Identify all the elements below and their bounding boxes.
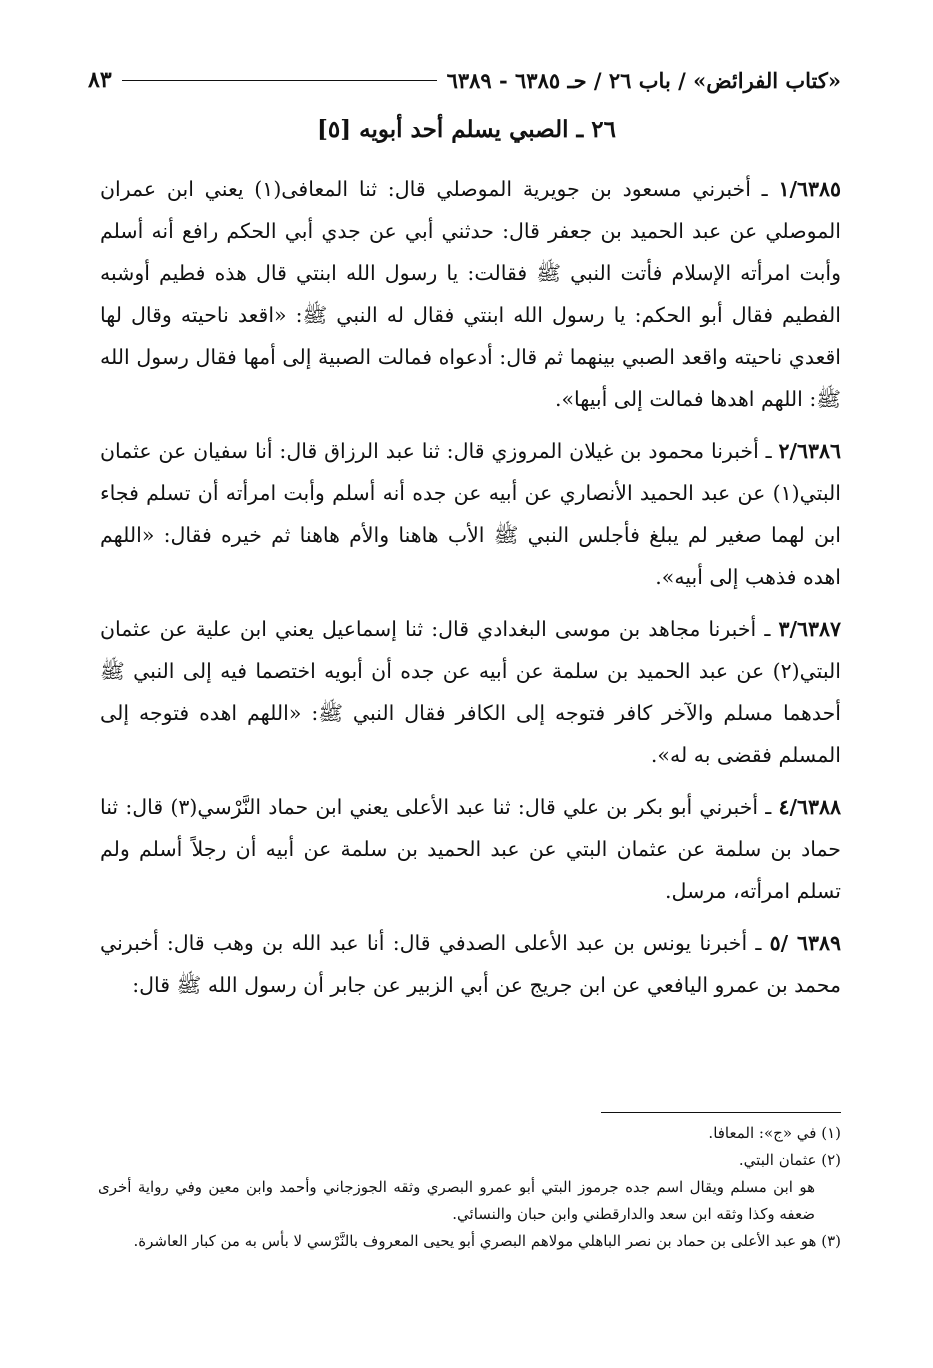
running-header-title: «كتاب الفرائض» / باب ٢٦ / حـ ٦٣٨٥ - ٦٣٨٩	[446, 67, 841, 93]
hadith-number: ١/٦٣٨٥	[778, 177, 841, 201]
footnote: (٣) هو عبد الأعلى بن حماد بن نصر الباهلي مولاهم البصري أبو يحيى المعروف بالنَّرْسي لا بأس به من كبار العاشرة.	[133, 1232, 841, 1250]
hadith-number: ٢/٦٣٨٦	[778, 439, 841, 463]
hadith-text: ـ أخبرنا مجاهد بن موسى البغدادي قال: ثنا إسماعيل يعني ابن علية عن عثمان البتي(٢) عن عبد الحميد بن سلمة عن أبيه عن جده أن أبويه اختصما فيه إلى النبي ﷺ أحدهما مسلم والآخر كافر فتوجه إلى الكافر فقال النبي ﷺ: «اللهم اهده فتوجه إلى المسلم فقضى به له».	[100, 617, 841, 767]
footnotes	[98, 1120, 841, 1255]
hadith-paragraph	[100, 922, 841, 1006]
hadith-number: ٦٣٨٩ /٥	[769, 931, 841, 955]
hadith-text: ـ أخبرنا محمود بن غيلان المروزي قال: ثنا عبد الرزاق قال: أنا سفيان عن عثمان البتي(١) عن عبد الحميد الأنصاري عن أبيه عن جده أنه أسلم وأبت امرأته أن تسلم فجاء ابن لهما صغير لم يبلغ فأجلس النبي ﷺ الأب هاهنا والأم هاهنا ثم خيره فقال: «اللهم اهده فذهب إلى أبيه».	[100, 439, 841, 589]
hadith-number: ٤/٦٣٨٨	[778, 795, 842, 819]
hadith-paragraph	[100, 168, 841, 420]
running-header	[88, 62, 841, 98]
footnote-divider	[601, 1112, 841, 1113]
header-rule	[122, 80, 437, 81]
hadith-text: ـ أخبرنا يونس بن عبد الأعلى الصدفي قال: أنا عبد الله بن وهب قال: أخبرني محمد بن عمرو اليافعي عن ابن جريج عن أبي الزبير عن جابر أن رسول الله ﷺ قال:	[100, 931, 841, 997]
hadith-list	[100, 168, 841, 1016]
footnote: (١) في «ج»: المعافا.	[708, 1124, 841, 1142]
hadith-text: ـ أخبرني مسعود بن جويرية الموصلي قال: ثنا المعافى(١) يعني ابن عمران الموصلي عن عبد الحميد بن جعفر قال: حدثني أبي عن جدي أبي الحكم رافع أنه أسلم وأبت امرأته الإسلام فأتت النبي ﷺ فقالت: يا رسول الله ابنتي قال هذه فطيم أوشبه الفطيم فقال أبو الحكم: يا رسول الله ابنتي فقال له النبي ﷺ: «اقعد ناحيته وقال لها اقعدي ناحيته واقعد الصبي بينهما ثم قال: أدعواه فمالت الصبية إلى أمها فقال رسول الله ﷺ: اللهم اهدها فمالت إلى أبيها».	[100, 177, 841, 411]
page-number: ٨٣	[88, 67, 112, 93]
hadith-paragraph	[100, 608, 841, 776]
hadith-text: ـ أخبرني أبو بكر بن علي قال: ثنا عبد الأعلى يعني ابن حماد النَّرْسي(٣) قال: ثنا حماد بن سلمة عن عثمان البتي عن عبد الحميد بن سلمة عن أبيه أن رجلاً أسلم ولم تسلم امرأته، مرسل.	[100, 795, 841, 903]
footnote-continuation: هو ابن مسلم ويقال اسم جده جرموز البتي أبو عمرو البصري وثقه الجوزجاني وأحمد وابن معين وفي رواية أخرى ضعفه وكذا وثقه ابن سعد والدارقطني وابن حبان والنسائي.	[98, 1178, 815, 1223]
footnote: (٢) عثمان البتي.	[738, 1151, 841, 1169]
hadith-paragraph	[100, 786, 841, 912]
hadith-paragraph	[100, 430, 841, 598]
hadith-number: ٣/٦٣٨٧	[778, 617, 841, 641]
chapter-title: ٢٦ ـ الصبي يسلم أحد أبويه [٥]	[316, 116, 616, 143]
